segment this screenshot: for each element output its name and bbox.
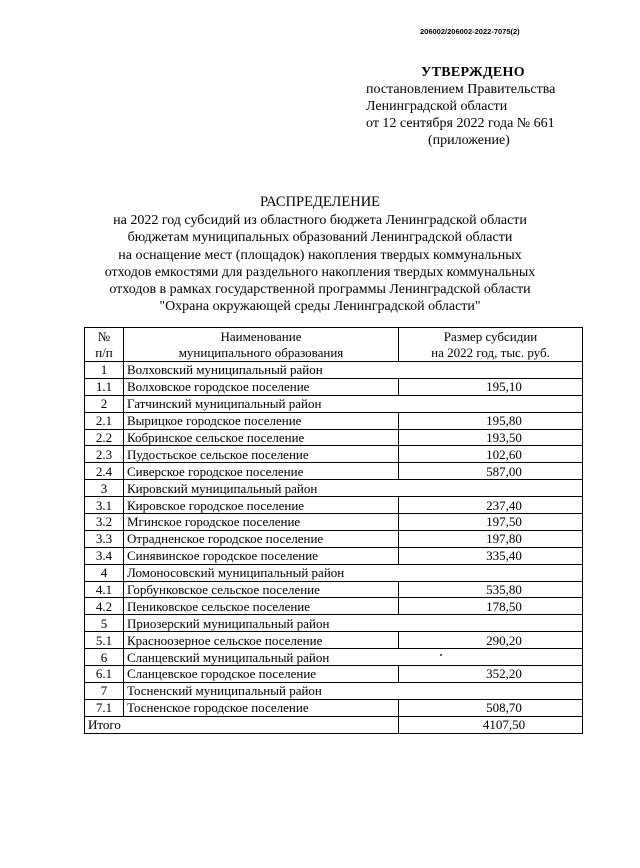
settlement-row (85, 632, 583, 649)
row-number: 3.1 (85, 497, 124, 514)
district-name: Гатчинский муниципальный район (124, 395, 583, 412)
document-heading (70, 194, 570, 315)
row-number: 4 (85, 564, 124, 581)
subsidy-amount: 237,40 (399, 497, 583, 514)
settlement-row (85, 429, 583, 446)
settlement-row (85, 547, 583, 564)
heading-line: на оснащение мест (площадок) накопления твердых коммунальных (118, 247, 522, 263)
total-value: 4107,50 (399, 716, 583, 733)
district-row (85, 615, 583, 632)
row-number: 3.3 (85, 530, 124, 547)
subsidy-amount: 178,50 (399, 598, 583, 615)
header-amount-line1: Размер субсидии (443, 328, 538, 344)
scan-speck (440, 654, 442, 656)
document-stamp: 206002/206002-2022-7075(2) (420, 27, 520, 36)
row-number: 2.1 (85, 412, 124, 429)
approval-line-1: постановлением Правительства (366, 82, 556, 97)
header-number-line1: № (97, 328, 111, 344)
row-number: 2.2 (85, 429, 124, 446)
settlement-row (85, 666, 583, 683)
approval-line-2: Ленинградской области (366, 99, 508, 114)
settlement-name: Мгинское городское поселение (124, 514, 399, 531)
heading-line: отходов в рамках государственной программы Ленинградской области (109, 282, 531, 298)
district-name: Волховский муниципальный район (124, 362, 583, 379)
subsidy-amount: 195,10 (399, 378, 583, 395)
row-number: 7.1 (85, 699, 124, 716)
district-row (85, 395, 583, 412)
row-number: 4.2 (85, 598, 124, 615)
district-name: Приозерский муниципальный район (124, 615, 583, 632)
row-number: 2 (85, 395, 124, 412)
subsidy-amount: 352,20 (399, 666, 583, 683)
row-number: 3 (85, 480, 124, 497)
subsidy-amount: 290,20 (399, 632, 583, 649)
heading-line: отходов емкостями для раздельного накопления твердых коммунальных (104, 264, 536, 280)
settlement-row (85, 699, 583, 716)
row-number: 5.1 (85, 632, 124, 649)
settlement-name: Сланцевское городское поселение (124, 666, 399, 683)
district-row (85, 480, 583, 497)
header-name (124, 328, 399, 362)
row-number: 1 (85, 362, 124, 379)
subsidy-amount: 193,50 (399, 429, 583, 446)
district-row (85, 564, 583, 581)
row-number: 2.4 (85, 463, 124, 480)
heading-line: бюджетам муниципальных образований Ленинградской области (127, 230, 513, 246)
settlement-row (85, 463, 583, 480)
settlement-name: Тосненское городское поселение (124, 699, 399, 716)
district-row (85, 362, 583, 379)
subsidy-amount: 535,80 (399, 581, 583, 598)
settlement-row (85, 514, 583, 531)
settlement-row (85, 530, 583, 547)
header-amount (399, 328, 583, 362)
district-name: Сланцевский муниципальный район (124, 649, 583, 666)
subsidy-amount: 197,50 (399, 514, 583, 531)
header-amount-line2: на 2022 год, тыс. руб. (431, 344, 550, 360)
district-name: Тосненский муниципальный район (124, 682, 583, 699)
total-row (85, 716, 583, 733)
subsidy-amount: 195,80 (399, 412, 583, 429)
subsidy-table (84, 327, 583, 734)
heading-line: "Охрана окружающей среды Ленинградской области" (159, 299, 481, 315)
settlement-name: Синявинское городское поселение (124, 547, 399, 564)
header-name-line2: муниципального образования (178, 344, 344, 360)
total-label: Итого (85, 716, 399, 733)
settlement-row (85, 412, 583, 429)
row-number: 3.2 (85, 514, 124, 531)
heading-line: на 2022 год субсидий из областного бюджета Ленинградской области (113, 213, 527, 229)
settlement-row (85, 497, 583, 514)
settlement-name: Кобринское сельское поселение (124, 429, 399, 446)
settlement-name: Горбунковское сельское поселение (124, 581, 399, 598)
district-row (85, 649, 583, 666)
row-number: 7 (85, 682, 124, 699)
header-number-line2: п/п (95, 344, 113, 360)
settlement-row (85, 581, 583, 598)
approval-block (366, 64, 586, 149)
district-row (85, 682, 583, 699)
subsidy-amount: 102,60 (399, 446, 583, 463)
settlement-name: Волховское городское поселение (124, 378, 399, 395)
row-number: 4.1 (85, 581, 124, 598)
row-number: 6.1 (85, 666, 124, 683)
row-number: 1.1 (85, 378, 124, 395)
settlement-name: Вырицкое городское поселение (124, 412, 399, 429)
settlement-name: Красноозерное сельское поселение (124, 632, 399, 649)
approval-line-3: от 12 сентября 2022 года № 661 (366, 116, 555, 131)
approval-line-4: (приложение) (428, 133, 510, 148)
subsidy-amount: 587,00 (399, 463, 583, 480)
table-header-row (85, 328, 583, 362)
settlement-name: Отрадненское городское поселение (124, 530, 399, 547)
header-number (85, 328, 124, 362)
approval-title: УТВЕРЖДЕНО (421, 65, 525, 80)
row-number: 3.4 (85, 547, 124, 564)
settlement-row (85, 446, 583, 463)
settlement-name: Пудостьское сельское поселение (124, 446, 399, 463)
document-title: РАСПРЕДЕЛЕНИЕ (259, 194, 381, 210)
row-number: 2.3 (85, 446, 124, 463)
row-number: 5 (85, 615, 124, 632)
district-name: Кировский муниципальный район (124, 480, 583, 497)
row-number: 6 (85, 649, 124, 666)
subsidy-amount: 335,40 (399, 547, 583, 564)
settlement-name: Пениковское сельское поселение (124, 598, 399, 615)
table-body (85, 362, 583, 717)
settlement-name: Сиверское городское поселение (124, 463, 399, 480)
subsidy-amount: 197,80 (399, 530, 583, 547)
settlement-row (85, 598, 583, 615)
district-name: Ломоносовский муниципальный район (124, 564, 583, 581)
header-name-line1: Наименование (220, 328, 302, 344)
settlement-row (85, 378, 583, 395)
subsidy-amount: 508,70 (399, 699, 583, 716)
settlement-name: Кировское городское поселение (124, 497, 399, 514)
